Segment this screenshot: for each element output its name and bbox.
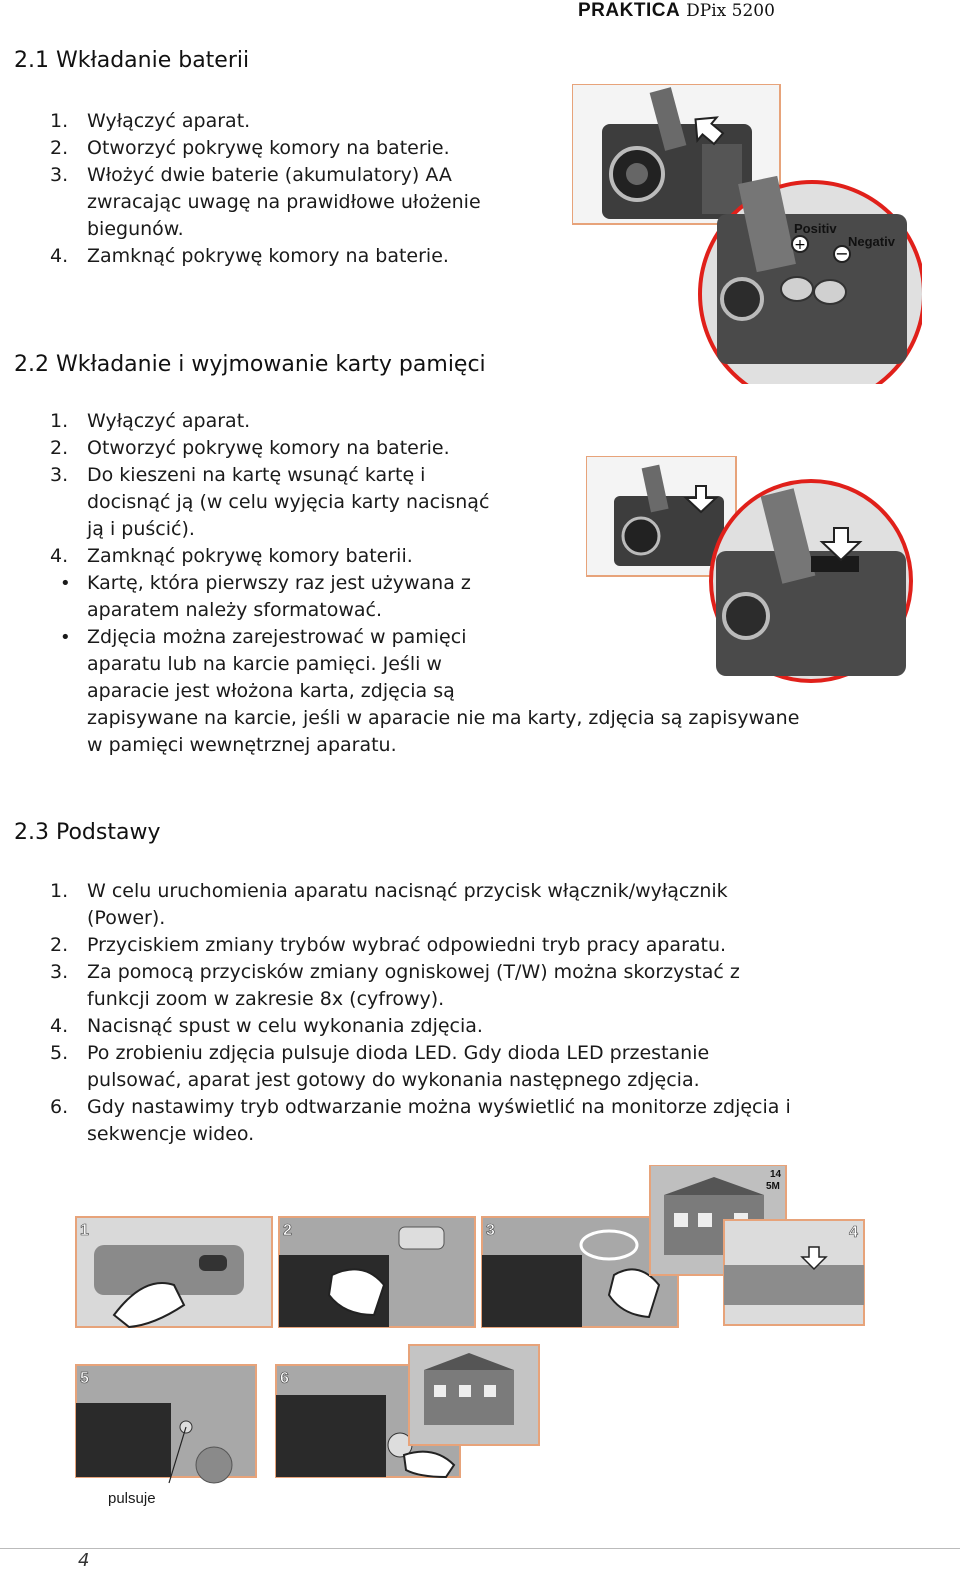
section-title-2-2: 2.2 Wkładanie i wyjmowanie karty pamięci [14,352,486,377]
list-item: 2. Przyciskiem zmiany trybów wybrać odpowiedni tryb pracy aparatu. [50,934,727,956]
list-item: 4. Nacisnąć spust w celu wykonania zdjęcia. [50,1015,483,1037]
section-2-1-list [14,108,574,270]
brand-name: PRAKTICA [578,0,681,21]
section-title-2-3: 2.3 Podstawy [14,820,161,845]
preview-badge: 5M [766,1181,780,1192]
step-number: 2 [283,1222,292,1239]
footer-divider [0,1548,960,1549]
model-name: DPix 5200 [686,1,775,21]
step-number: 5 [80,1370,89,1387]
list-item: 2. Otworzyć pokrywę komory na baterie. [50,437,450,459]
battery-insertion-photo [572,84,922,384]
step-number: 1 [80,1222,89,1239]
bullet-icon: • [60,573,71,594]
page-number: 4 [78,1550,90,1571]
list-item: 3. Włożyć dwie baterie (akumulatory) AA zwracając uwagę na prawidłowe ułożenie biegunów. [50,164,481,240]
bullet-icon: • [60,627,71,648]
list-item: 3. Do kieszeni na kartę wsunąć kartę i docisnąć ją (w celu wyjęcia karty nacisnąć ją i puścić). [50,464,490,540]
brand-header [578,0,775,21]
list-item: 5. Po zrobieniu zdjęcia pulsuje dioda LED. Gdy dioda LED przestanie pulsować, aparat jest gotowy do wykonania następnego zdjęcia. [50,1042,710,1091]
svg-text:+: + [794,237,806,253]
list-item: 3. Za pomocą przycisków zmiany ogniskowej (T/W) można skorzystać z funkcji zoom w zakresie 8x (cyfrowy). [50,961,740,1010]
list-item: 4. Zamknąć pokrywę komory na baterie. [50,245,449,267]
basics-steps-figure [74,1165,874,1515]
memory-card-photo [586,456,916,686]
list-item: 1. W celu uruchomienia aparatu nacisnąć przycisk włącznik/wyłącznik (Power). [50,880,728,929]
pulse-caption: pulsuje [108,1490,156,1507]
step-number: 4 [849,1224,858,1241]
step-number: 3 [486,1222,495,1239]
section-title-2-1: 2.1 Wkładanie baterii [14,48,250,73]
list-item: 1. Wyłączyć aparat. [50,110,251,132]
list-item: • Zdjęcia można zarejestrować w pamięci aparatu lub na karcie pamięci. Jeśli w aparacie jest włożona karta, zdjęcia są zapisywane na karcie, jeśli w aparacie nie ma karty, zdjęcia są zapisywane w pamięci wewnętrznej aparatu. [60,626,800,756]
preview-badge: 14 [770,1169,782,1180]
step-number: 6 [280,1370,289,1387]
list-item: 2. Otworzyć pokrywę komory na baterie. [50,137,450,159]
list-item: 4. Zamknąć pokrywę komory baterii. [50,545,413,567]
positive-label: Positiv [794,221,837,236]
list-item: • Kartę, która pierwszy raz jest używana z aparatem należy sformatować. [60,572,471,621]
list-item: 6. Gdy nastawimy tryb odtwarzanie można wyświetlić na monitorze zdjęcia i sekwencje wideo. [50,1096,791,1145]
negative-label: Negativ [848,234,895,249]
svg-text:−: − [835,244,849,263]
section-2-3-list [14,878,949,1148]
list-item: 1. Wyłączyć aparat. [50,410,251,432]
